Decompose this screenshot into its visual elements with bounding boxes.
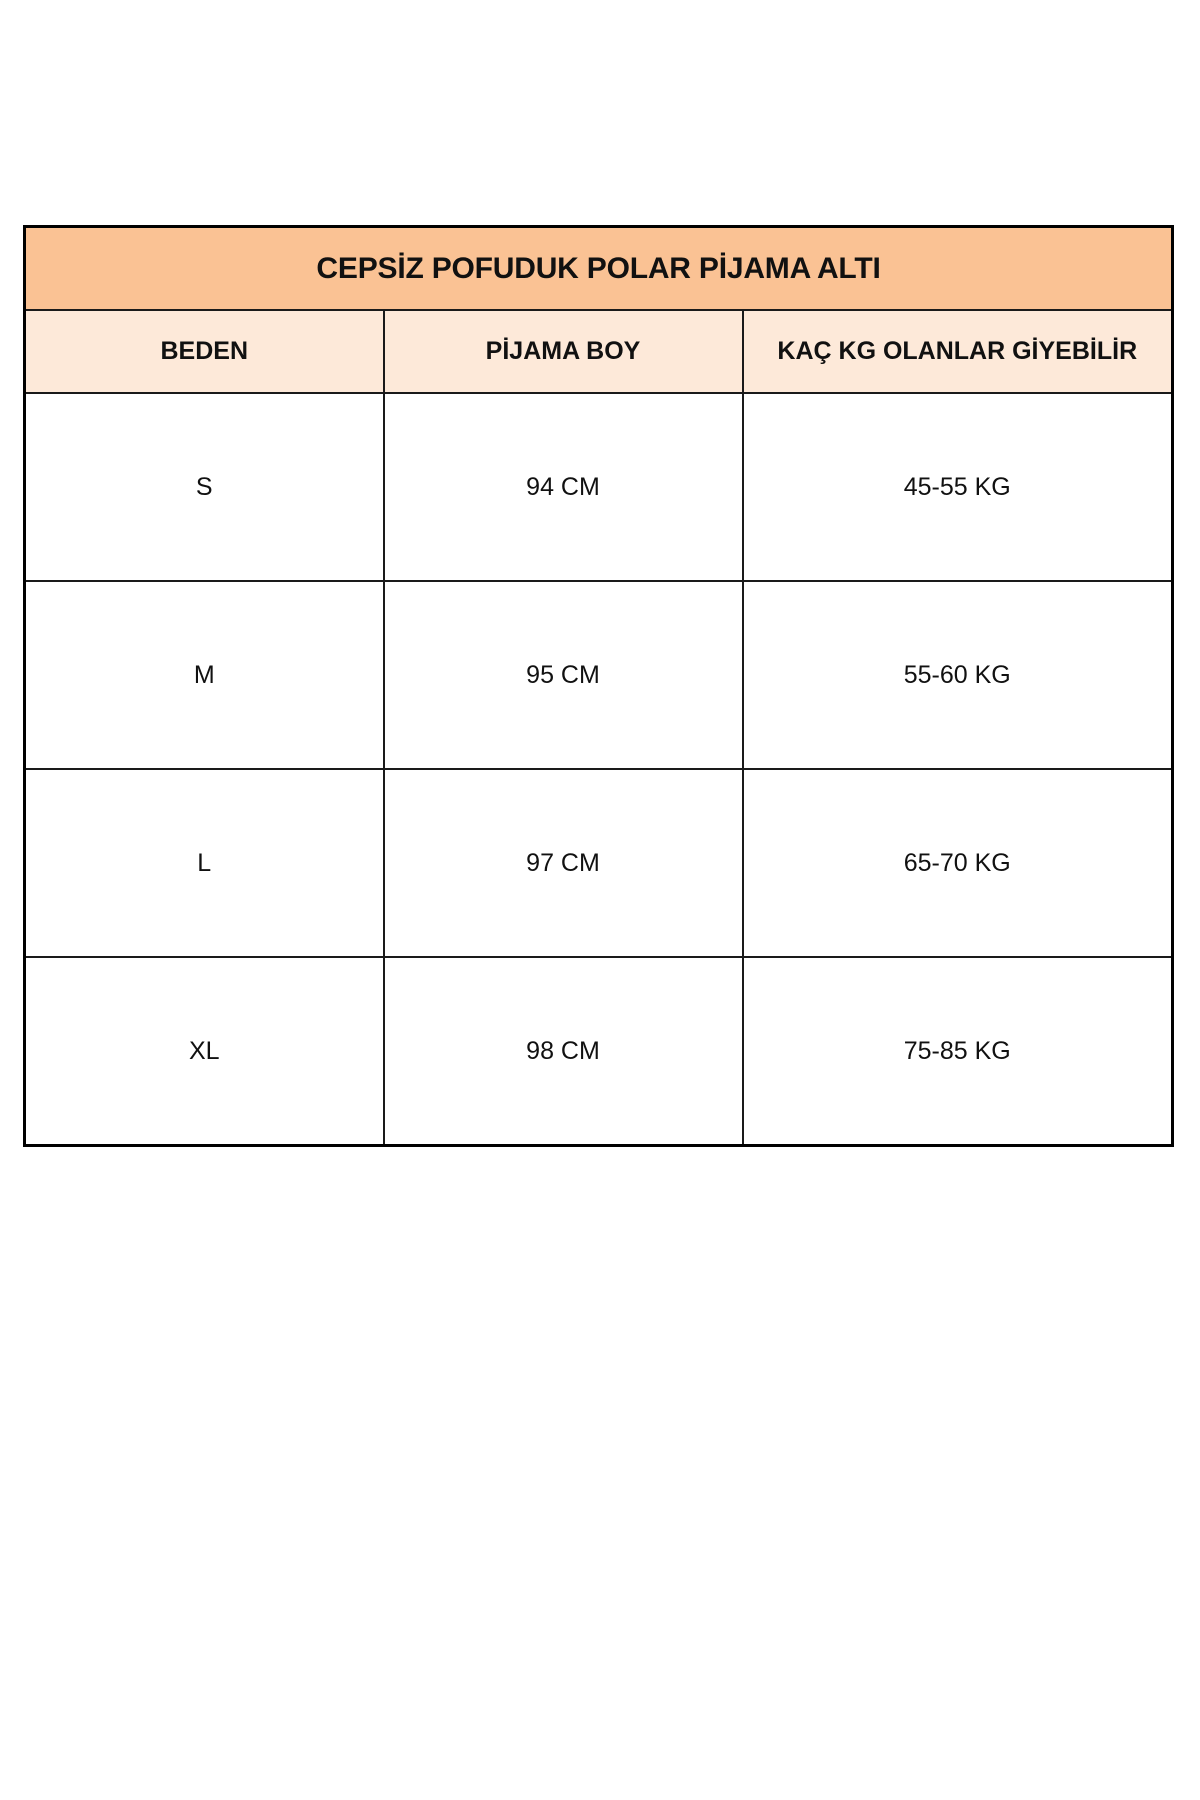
weight-cell: 65-70 KG bbox=[743, 769, 1173, 957]
weight-cell: 75-85 KG bbox=[743, 957, 1173, 1146]
length-cell: 98 CM bbox=[384, 957, 743, 1146]
weight-cell: 55-60 KG bbox=[743, 581, 1173, 769]
header-length: PİJAMA BOY bbox=[384, 310, 743, 393]
table-row bbox=[25, 393, 1173, 581]
table-row bbox=[25, 957, 1173, 1146]
length-cell: 95 CM bbox=[384, 581, 743, 769]
header-weight: KAÇ KG OLANLAR GİYEBİLİR bbox=[743, 310, 1173, 393]
size-cell: M bbox=[25, 581, 384, 769]
table-row bbox=[25, 581, 1173, 769]
length-cell: 94 CM bbox=[384, 393, 743, 581]
size-cell: L bbox=[25, 769, 384, 957]
header-size: BEDEN bbox=[25, 310, 384, 393]
weight-cell: 45-55 KG bbox=[743, 393, 1173, 581]
size-chart-table bbox=[23, 225, 1174, 1147]
table-title: CEPSİZ POFUDUK POLAR PİJAMA ALTI bbox=[25, 227, 1173, 311]
table-row bbox=[25, 769, 1173, 957]
header-row bbox=[25, 310, 1173, 393]
title-row bbox=[25, 227, 1173, 311]
length-cell: 97 CM bbox=[384, 769, 743, 957]
size-cell: XL bbox=[25, 957, 384, 1146]
size-cell: S bbox=[25, 393, 384, 581]
